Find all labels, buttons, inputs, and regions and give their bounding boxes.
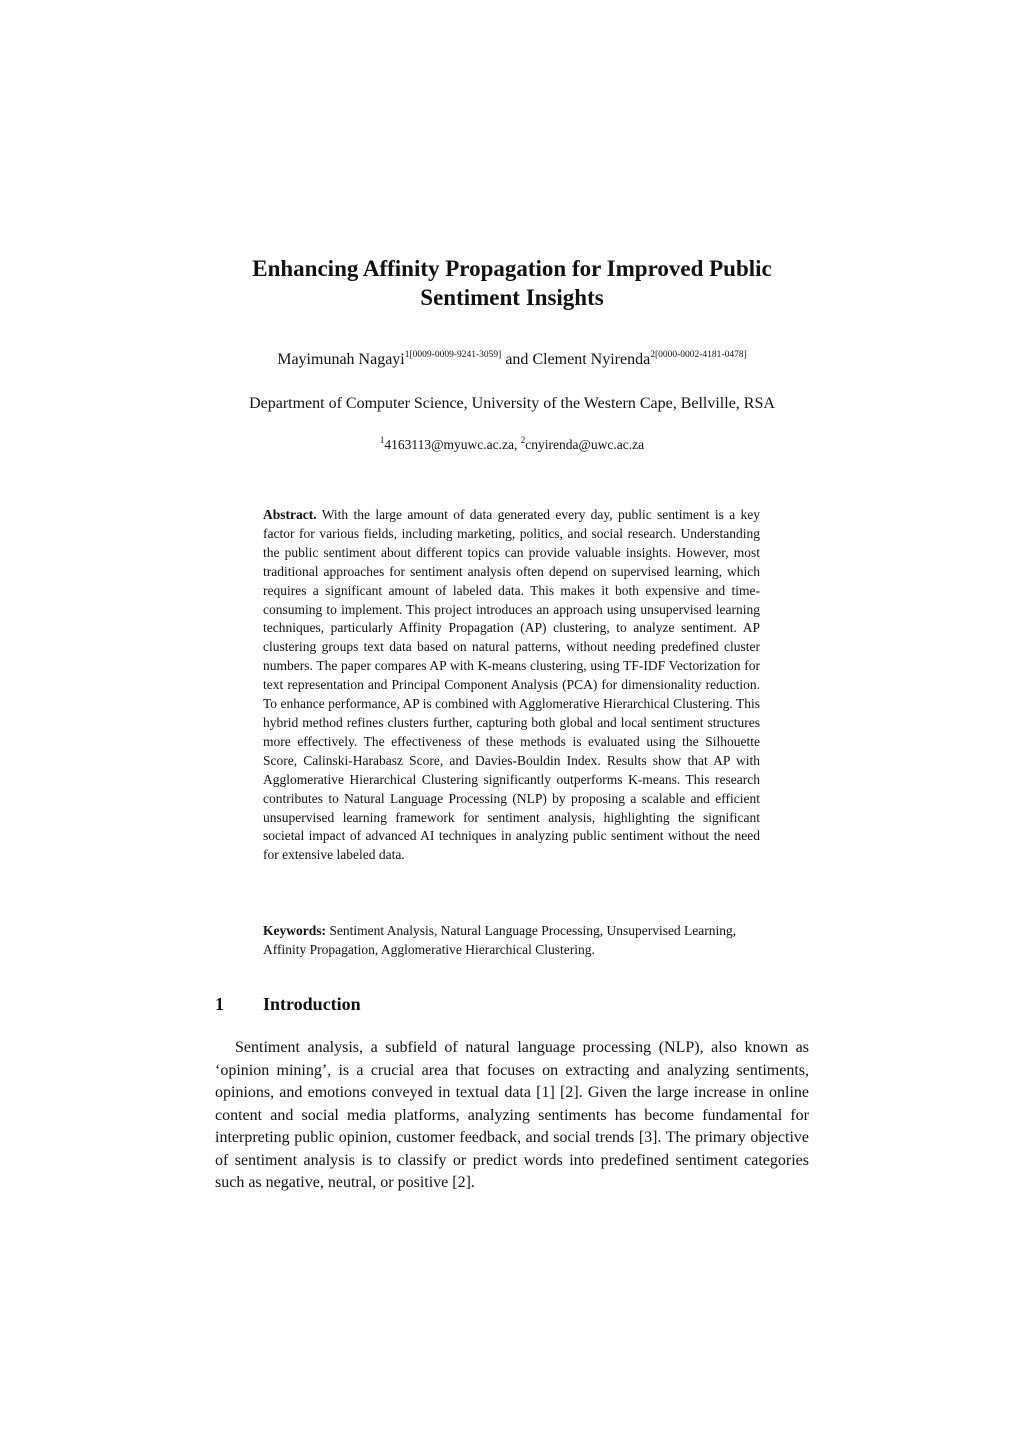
author-2-name: Clement Nyirenda xyxy=(532,351,651,368)
keywords-text: Sentiment Analysis, Natural Language Processing, Unsupervised Learning, Affinity Propagation, Agglomerative Hierarchical Clustering. xyxy=(263,923,737,957)
keywords xyxy=(263,922,760,960)
email-list xyxy=(150,436,874,454)
introduction-paragraph: Sentiment analysis, a subfield of natural language processing (NLP), also known as ‘opinion mining’, is a crucial area that focuses on extracting and analyzing sentiments, opinions, and emotions conveyed in textual data [1] [2]. Given the large increase in online content and social media platforms, analyzing sentiments has become fundamental for interpreting public opinion, customer feedback, and social trends [3]. The primary objective of sentiment analysis is to classify or predict words into predefined sentiment categories such as negative, neutral, or positive [2]. xyxy=(215,1039,809,1191)
abstract-label: Abstract. xyxy=(263,507,317,522)
section-title: Introduction xyxy=(263,994,361,1014)
paper-title-line-1: Enhancing Affinity Propagation for Improved Public xyxy=(252,256,772,281)
email-2: cnyirenda@uwc.ac.za xyxy=(525,437,645,452)
keywords-label: Keywords: xyxy=(263,923,326,938)
author-list xyxy=(150,350,874,370)
section-heading-introduction xyxy=(215,992,361,1016)
author-1-orcid: 1[0009-0009-9241-3059] xyxy=(404,350,502,360)
author-joiner: and xyxy=(501,351,533,368)
affiliation: Department of Computer Science, University of the Western Cape, Bellville, RSA xyxy=(249,395,775,412)
abstract-text: With the large amount of data generated every day, public sentiment is a key factor for various fields, including marketing, politics, and social research. Understanding the public sentiment about different topics can provide valuable insights. However, most traditional approaches for sentiment analysis often depend on supervised learning, which requires a significant amount of labeled data. This makes it both expensive and time-consuming to implement. This project introduces an approach using unsupervised learning techniques, particularly Affinity Propagation (AP) clustering, to analyze sentiment. AP clustering groups text data based on natural patterns, without needing predefined cluster numbers. The paper compares AP with K-means clustering, using TF-IDF Vectorization for text representation and Principal Component Analysis (PCA) for dimensionality reduction. To enhance performance, AP is combined with Agglomerative Hierarchical Clustering. This hybrid method refines clusters further, capturing both global and local sentiment structures more effectively. The effectiveness of these methods is evaluated using the Silhouette Score, Calinski-Harabasz Score, and Davies-Bouldin Index. Results show that AP with Agglomerative Hierarchical Clustering significantly outperforms K-means. This research contributes to Natural Language Processing (NLP) by proposing a scalable and efficient unsupervised learning framework for sentiment analysis, highlighting the significant societal impact of advanced AI techniques in analyzing public sentiment without the need for extensive labeled data. xyxy=(263,507,761,863)
email-2-marker: 2 xyxy=(520,435,526,445)
author-1-name: Mayimunah Nagayi xyxy=(277,351,405,368)
abstract xyxy=(263,506,760,865)
email-1: 4163113@myuwc.ac.za, xyxy=(384,437,521,452)
email-1-marker: 1 xyxy=(379,435,385,445)
paper-title-line-2: Sentiment Insights xyxy=(420,285,604,310)
paper-title xyxy=(200,254,824,312)
author-2-orcid: 2[0000-0002-4181-0478] xyxy=(650,350,747,360)
section-number: 1 xyxy=(215,994,224,1014)
